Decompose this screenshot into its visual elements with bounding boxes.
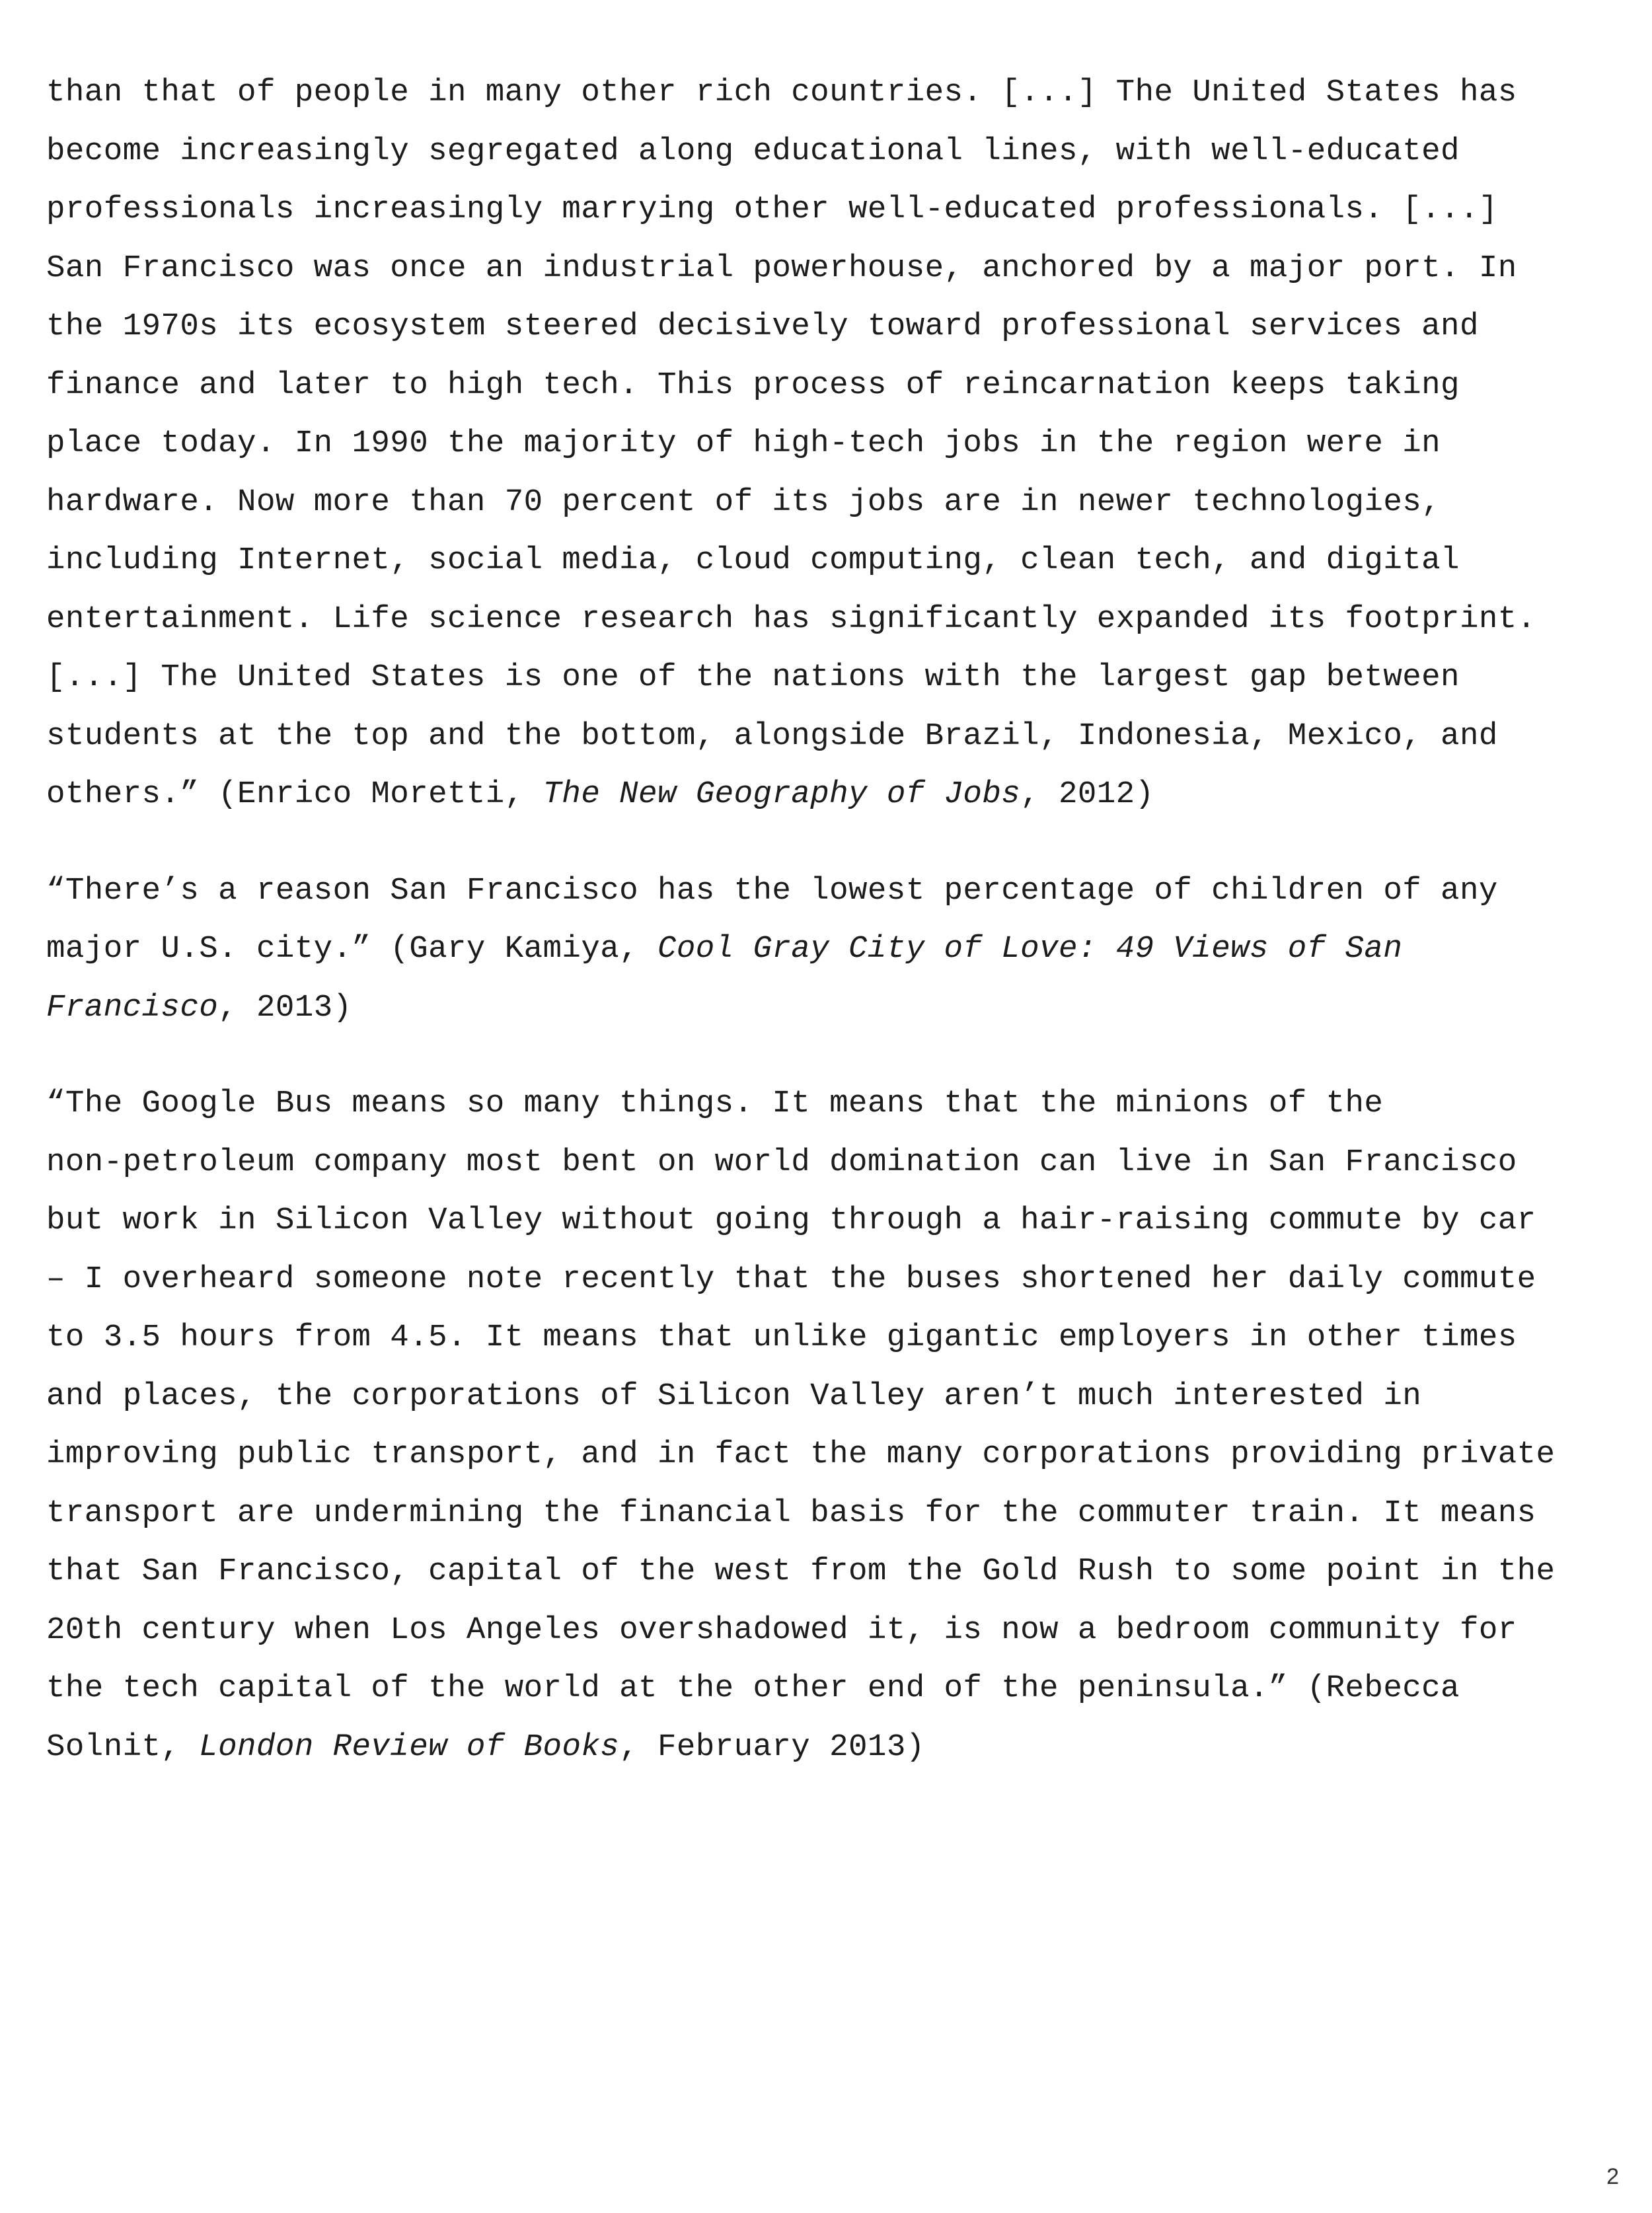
citation-line xyxy=(46,920,1632,979)
text-line: transport are undermining the financial basis for the commuter train. It means xyxy=(46,1495,1536,1531)
text-line: finance and later to high tech. This process of reincarnation keeps taking xyxy=(46,367,1460,403)
text-line: students at the top and the bottom, alongside Brazil, Indonesia, Mexico, and xyxy=(46,718,1498,754)
text-line: “The Google Bus means so many things. It means that the minions of the xyxy=(46,1086,1384,1121)
citation-title: London Review of Books xyxy=(199,1729,620,1765)
text-line: become increasingly segregated along educational lines, with well-educated xyxy=(46,133,1460,169)
document-page xyxy=(46,63,1632,1776)
text-line: 20th century when Los Angeles overshadowed it, is now a bedroom community for xyxy=(46,1612,1517,1648)
quote-moretti xyxy=(46,63,1632,824)
citation-title: The New Geography of Jobs xyxy=(543,776,1021,812)
text-line: hardware. Now more than 70 percent of its jobs are in newer technologies, xyxy=(46,484,1441,520)
text-line: – I overheard someone note recently that the buses shortened her daily commute xyxy=(46,1261,1536,1297)
text-line: non-petroleum company most bent on world domination can live in San Francisco xyxy=(46,1144,1517,1180)
text-line: “There’s a reason San Francisco has the lowest percentage of children of any xyxy=(46,872,1498,909)
citation-text: major U.S. city.” (Gary Kamiya, xyxy=(46,931,657,967)
page-number: 2 xyxy=(1606,2164,1619,2189)
text-line: the tech capital of the world at the other end of the peninsula.” (Rebecca xyxy=(46,1670,1460,1706)
text-line: and places, the corporations of Silicon Valley aren’t much interested in xyxy=(46,1378,1422,1414)
text-line: the 1970s its ecosystem steered decisively toward professional services and xyxy=(46,309,1479,344)
text-line: professionals increasingly marrying other well-educated professionals. [...] xyxy=(46,192,1498,227)
citation-line xyxy=(46,765,1632,824)
citation-title: Cool Gray City of Love: 49 Views of San xyxy=(657,931,1403,967)
citation-text: others.” (Enrico Moretti, xyxy=(46,776,543,812)
citation-line xyxy=(46,979,1632,1037)
text-line: improving public transport, and in fact the many corporations providing private xyxy=(46,1437,1556,1472)
text-line: but work in Silicon Valley without going through a hair-raising commute by car xyxy=(46,1203,1536,1238)
text-line: San Francisco was once an industrial powerhouse, anchored by a major port. In xyxy=(46,250,1517,286)
text-line: [...] The United States is one of the nations with the largest gap between xyxy=(46,659,1460,695)
citation-date: , February 2013) xyxy=(619,1729,925,1765)
citation-line xyxy=(46,1718,1632,1777)
quote-kamiya xyxy=(46,862,1632,1037)
citation-year: , 2012) xyxy=(1020,776,1154,812)
quote-solnit xyxy=(46,1074,1632,1776)
citation-text: Solnit, xyxy=(46,1729,200,1765)
citation-title-cont: Francisco xyxy=(46,989,219,1026)
citation-year: , 2013) xyxy=(218,989,352,1026)
text-line: than that of people in many other rich countries. [...] The United States has xyxy=(46,75,1517,110)
text-line: including Internet, social media, cloud computing, clean tech, and digital xyxy=(46,543,1460,578)
text-line: that San Francisco, capital of the west from the Gold Rush to some point in the xyxy=(46,1554,1556,1589)
text-line: to 3.5 hours from 4.5. It means that unlike gigantic employers in other times xyxy=(46,1320,1517,1355)
text-line: place today. In 1990 the majority of high-tech jobs in the region were in xyxy=(46,426,1441,461)
text-line: entertainment. Life science research has significantly expanded its footprint. xyxy=(46,601,1536,637)
